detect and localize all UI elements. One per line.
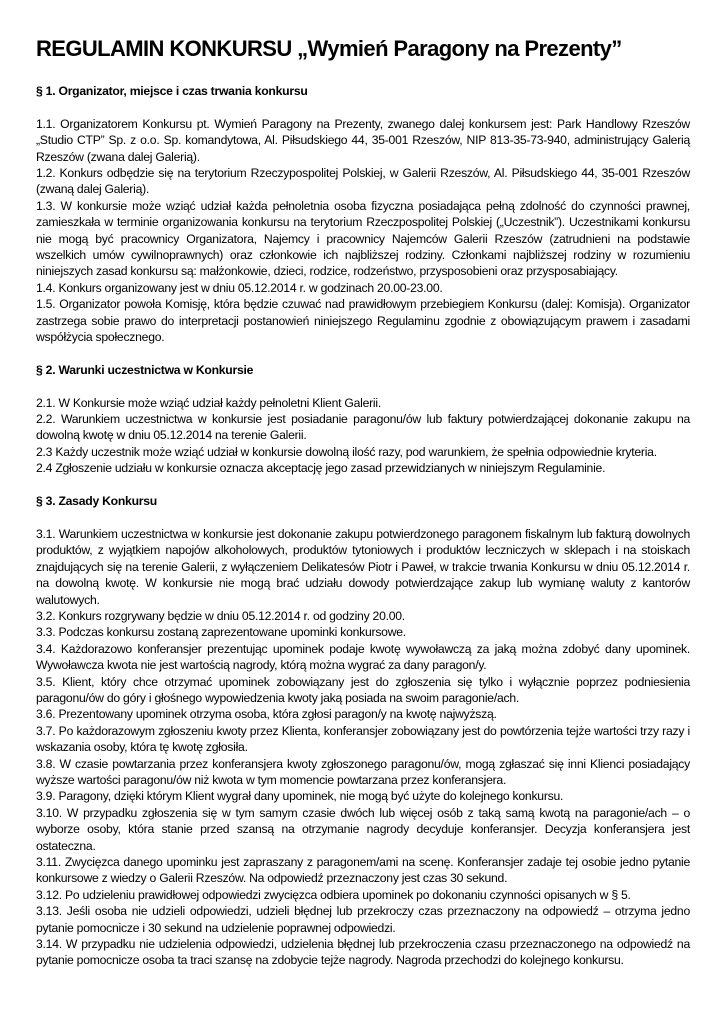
clause-paragraph: 1.5. Organizator powoła Komisję, która będzie czuwać nad prawidłowym przebiegiem Konkursu (dalej: Komisja). Organizator zastrzega sobie prawo do interpretacji postanowień niniejszego Regulaminu zgodnie z obowiązującym prawem i zasadami współżycia społecznego.	[36, 297, 690, 345]
section-3	[36, 493, 690, 969]
clause-paragraph: 3.10. W przypadku zgłoszenia się w tym samym czasie dwóch lub więcej osób z taką samą kwotą na paragonie/ach – o wyborze osoby, która stanie przed szansą na otrzymanie nagrody decyduje konferansjer. Decyzja konferansjera jest ostateczna.	[36, 805, 690, 853]
clause-paragraph: 3.6. Prezentowany upominek otrzyma osoba, która zgłosi paragon/y na kwotę najwyższą.	[36, 707, 497, 722]
clause-paragraph: 3.13. Jeśli osoba nie udzieli odpowiedzi, udzieli błędnej lub przekroczy czas przeznaczony na odpowiedź – otrzyma jedno pytanie pomocnicze i 30 sekund na udzielenie poprawnej odpowiedzi.	[36, 904, 690, 935]
clause-paragraph: 2.2. Warunkiem uczestnictwa w konkursie jest posiadanie paragonu/ów lub faktury potwierdzającej dokonanie zakupu na dowolną kwotę w dniu 05.12.2014 na terenie Galerii.	[36, 412, 690, 443]
clause-paragraph: 3.1. Warunkiem uczestnictwa w konkursie jest dokonanie zakupu potwierdzonego paragonem fiskalnym lub fakturą dowolnych produktów, z wyjątkiem napojów alkoholowych, produktów tytoniowych i produktów leczniczych w sklepach i na stoiskach znajdujących się na terenie Galerii, z wyłączeniem Delikatesów Piotr i Paweł, w trakcie trwania Konkursu w dniu 05.12.2014 r. na dowolną kwotę. W konkursie nie mogą brać udziału dowody potwierdzające zakup lub wymianę waluty z kantorów walutowych.	[36, 526, 690, 607]
clause-paragraph: 3.12. Po udzieleniu prawidłowej odpowiedzi zwycięzca odbiera upominek po dokonaniu czynności opisanych w § 5.	[36, 887, 631, 902]
document-title: REGULAMIN KONKURSU „Wymień Paragony na Prezenty”	[36, 36, 622, 61]
clause-paragraph: 3.5. Klient, który chce otrzymać upominek zobowiązany jest do zgłoszenia się tylko i wyłącznie poprzez podniesienia paragonu/ów do góry i głośnego wypowiedzenia kwoty jaką posiada na swoim paragonie/ach.	[36, 674, 690, 705]
clause-paragraph: 3.3. Podczas konkursu zostaną zaprezentowane upominki konkursowe.	[36, 625, 406, 640]
section-1	[36, 83, 690, 345]
clause-paragraph: 3.7. Po każdorazowym zgłoszeniu kwoty przez Klienta, konferansjer zobowiązany jest do powtórzenia tejże wartości trzy razy i wskazania osoby, która tę kwotę zgłosiła.	[36, 723, 690, 755]
clause-paragraph: 2.1. W Konkursie może wziąć udział każdy pełnoletni Klient Galerii.	[36, 395, 381, 410]
clause-paragraph: 1.3. W konkursie może wziąć udział każda pełnoletnia osoba fizyczna posiadająca pełną zdolność do czynności prawnej, zamieszkała w terminie organizowania konkursu na terytorium Rzeczpospolitej Polskiej („Uczestnik”). Uczestnikami konkursu nie mogą być pracownicy Organizatora, Najemcy i pracownicy Najemców Galerii Rzeszów (zatrudnieni na podstawie wszelkich umów cywilnoprawnych) oraz członkowie ich najbliższej rodziny. Członkami najbliższej rodziny w rozumieniu niniejszych zasad konkursu są: małżonkowie, dzieci, rodzice, rodzeństwo, przysposobieni oraz przysposabiający.	[36, 198, 690, 279]
clause-paragraph: 1.2. Konkurs odbędzie się na terytorium Rzeczypospolitej Polskiej, w Galerii Rzeszów, Al. Piłsudskiego 44, 35-001 Rzeszów (zwaną dalej Galerią).	[36, 166, 690, 197]
document-page	[36, 31, 690, 985]
section-heading: § 2. Warunki uczestnictwa w Konkursie	[36, 362, 254, 377]
clause-paragraph: 2.3 Każdy uczestnik może wziąć udział w konkursie dowolną ilość razy, pod warunkiem, że spełnia odpowiednie kryteria.	[36, 444, 657, 459]
clause-paragraph: 2.4 Zgłoszenie udziału w konkursie oznacza akceptację jego zasad przewidzianych w niniejszym Regulaminie.	[36, 461, 606, 476]
section-heading: § 3. Zasady Konkursu	[36, 494, 157, 509]
clause-paragraph: 1.4. Konkurs organizowany jest w dniu 05.12.2014 r. w godzinach 20.00-23.00.	[36, 280, 443, 295]
clause-paragraph: 3.4. Każdorazowo konferansjer prezentując upominek podaje kwotę wywoławczą za jaką można zdobyć dany upominek. Wywoławcza kwota nie jest wartością nagrody, którą można wygrać za dany paragon/y.	[36, 641, 690, 673]
clause-paragraph: 3.9. Paragony, dzięki którym Klient wygrał dany upominek, nie mogą być użyte do kolejnego konkursu.	[36, 789, 564, 804]
clause-paragraph: 3.2. Konkurs rozgrywany będzie w dniu 05.12.2014 r. od godziny 20.00.	[36, 608, 405, 623]
sections-container	[36, 83, 690, 969]
clause-paragraph: 3.14. W przypadku nie udzielenia odpowiedzi, udzielenia błędnej lub przekroczenia czasu przeznaczonego na odpowiedź na pytanie pomocnicze osoba ta traci szansę na zdobycie tejże nagrody. Nagroda przechodzi do kolejnego konkursu.	[36, 937, 690, 968]
clause-paragraph: 1.1. Organizatorem Konkursu pt. Wymień Paragony na Prezenty, zwanego dalej konkursem jest: Park Handlowy Rzeszów „Studio CTP” Sp. z o.o. Sp. komandytowa, Al. Piłsudskiego 44, 35-001 Rzeszów, NIP 813-35-73-940, administrujący Galerią Rzeszów (zwana dalej Galerią).	[36, 116, 690, 164]
clause-paragraph: 3.11. Zwycięzca danego upominku jest zapraszany z paragonem/ami na scenę. Konferansjer zadaje tej osobie jedno pytanie konkursowe z wiedzy o Galerii Rzeszów. Na odpowiedź przeznaczony jest czas 30 sekund.	[36, 855, 690, 886]
section-2	[36, 362, 690, 477]
clause-paragraph: 3.8. W czasie powtarzania przez konferansjera kwoty zgłoszonego paragonu/ów, mogą zgłaszać się inni Klienci posiadający wyższe wartości paragonu/ów niż kwota w tym momencie powtarzana przez konferansjera.	[36, 756, 690, 787]
section-heading: § 1. Organizator, miejsce i czas trwania konkursu	[36, 84, 308, 98]
